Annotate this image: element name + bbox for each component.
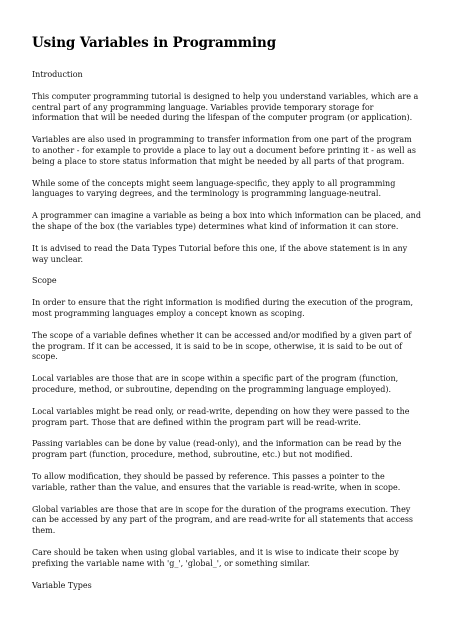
paragraph: Local variables might be read only, or read-write, depending on how they were passed to the program part. Those that are defined within the program part will be read-write. — [32, 406, 410, 427]
paragraph: The scope of a variable defines whether it can be accessed and/or modified by a given part of the program. If it can be accessed, it is said to be in scope, otherwise, it is said to be out of scope. — [32, 330, 412, 362]
paragraph: This computer programming tutorial is designed to help you understand variables, which are a central part of any programming language. Variables provide temporary storage for information that will be needed during the lifespan of the computer program (or application). — [32, 91, 419, 123]
section-heading-introduction: Introduction — [32, 70, 83, 79]
paragraph: Care should be taken when using global variables, and it is wise to indicate their scope by prefixing the variable name with 'g_', 'global_', or something similar. — [32, 547, 399, 568]
section-heading-scope: Scope — [32, 276, 57, 286]
paragraph: Passing variables can be done by value (read-only), and the information can be read by the program part (function, procedure, method, subroutine, etc.) but not modified. — [32, 439, 402, 460]
section-heading-variable-types: Variable Types — [32, 580, 92, 590]
document-title: Using Variables in Programming — [32, 35, 277, 51]
paragraph: Local variables are those that are in scope within a specific part of the program (function, procedure, method, or subroutine, depending on the programming language employed). — [32, 374, 399, 394]
paragraph: In order to ensure that the right information is modified during the execution of the program, most programming languages employ a concept known as scoping. — [32, 298, 414, 318]
paragraph: To allow modification, they should be passed by reference. This passes a pointer to the variable, rather than the value, and ensures that the variable is read-write, when in scope. — [32, 471, 401, 492]
document-body — [32, 70, 421, 591]
paragraph: Variables are also used in programming to transfer information from one part of the program to another - for example to provide a place to lay out a document before printing it - as well as being a place to store status information that might be needed by all parts of that program. — [32, 135, 416, 166]
paragraph: It is advised to read the Data Types Tutorial before this one, if the above statement is in any way unclear. — [32, 243, 408, 264]
paragraph: A programmer can imagine a variable as being a box into which information can be placed, and the shape of the box (the variables type) determines what kind of information it can store. — [32, 211, 421, 231]
paragraph: Global variables are those that are in scope for the duration of the programs execution. They can be accessed by any part of the program, and are read-write for all statements that access them. — [32, 504, 414, 536]
paragraph: While some of the concepts might seem language-specific, they apply to all programming languages to varying degrees, and the terminology is programming language-neutral. — [32, 178, 396, 199]
